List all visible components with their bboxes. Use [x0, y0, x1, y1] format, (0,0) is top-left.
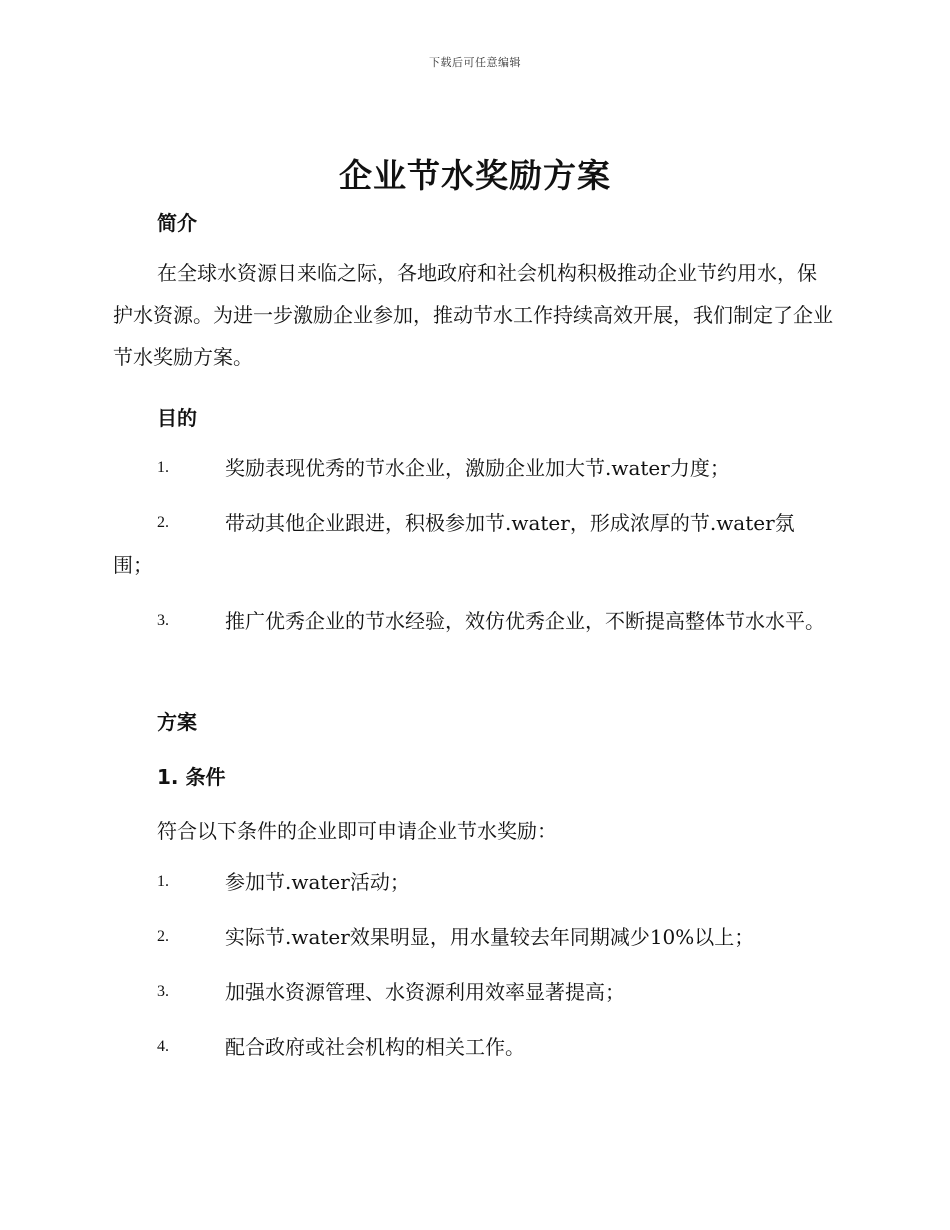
list-item-text: 配合政府或社会机构的相关工作。 [225, 1035, 525, 1059]
subsection-heading-conditions: 1. 条件 [157, 765, 226, 789]
document-title: 企业节水奖励方案 [339, 156, 611, 195]
list-item-text: 加强水资源管理、水资源利用效率显著提高； [225, 980, 625, 1004]
intro-paragraph: 在全球水资源日来临之际，各地政府和社会机构积极推动企业节约用水，保护水资源。为进一步激励企业参加，推动节水工作持续高效开展，我们制定了企业节水奖励方案。 [113, 261, 833, 369]
condition-item-3 [113, 971, 833, 1013]
purpose-item-1 [113, 447, 833, 489]
list-number: 4. [157, 1038, 169, 1055]
condition-item-2 [113, 916, 833, 958]
list-item-text: 实际节.water效果明显，用水量较去年同期减少10%以上； [225, 925, 755, 949]
list-number: 2. [157, 928, 169, 945]
list-item-text: 参加节.water活动； [225, 870, 410, 894]
section-heading-intro: 简介 [157, 211, 197, 235]
purpose-item-3 [113, 600, 833, 642]
list-item-text: 奖励表现优秀的节水企业，激励企业加大节.water力度； [225, 456, 730, 480]
conditions-lead-text: 符合以下条件的企业即可申请企业节水奖励： [157, 819, 557, 843]
list-number: 1. [157, 873, 169, 890]
list-number: 3. [157, 612, 169, 629]
section-heading-purpose: 目的 [157, 406, 197, 430]
page-header: 下载后可任意编辑 [429, 56, 521, 69]
list-item-text: 推广优秀企业的节水经验，效仿优秀企业，不断提高整体节水水平。 [225, 609, 825, 633]
list-number: 1. [157, 459, 169, 476]
list-number: 3. [157, 983, 169, 1000]
section-heading-plan: 方案 [157, 710, 197, 734]
purpose-item-2 [113, 502, 833, 586]
condition-item-4 [113, 1026, 833, 1068]
condition-item-1 [113, 861, 833, 903]
list-number: 2. [157, 514, 169, 531]
list-item-text: 带动其他企业跟进，积极参加节.water，形成浓厚的节.water氛围； [113, 511, 795, 577]
